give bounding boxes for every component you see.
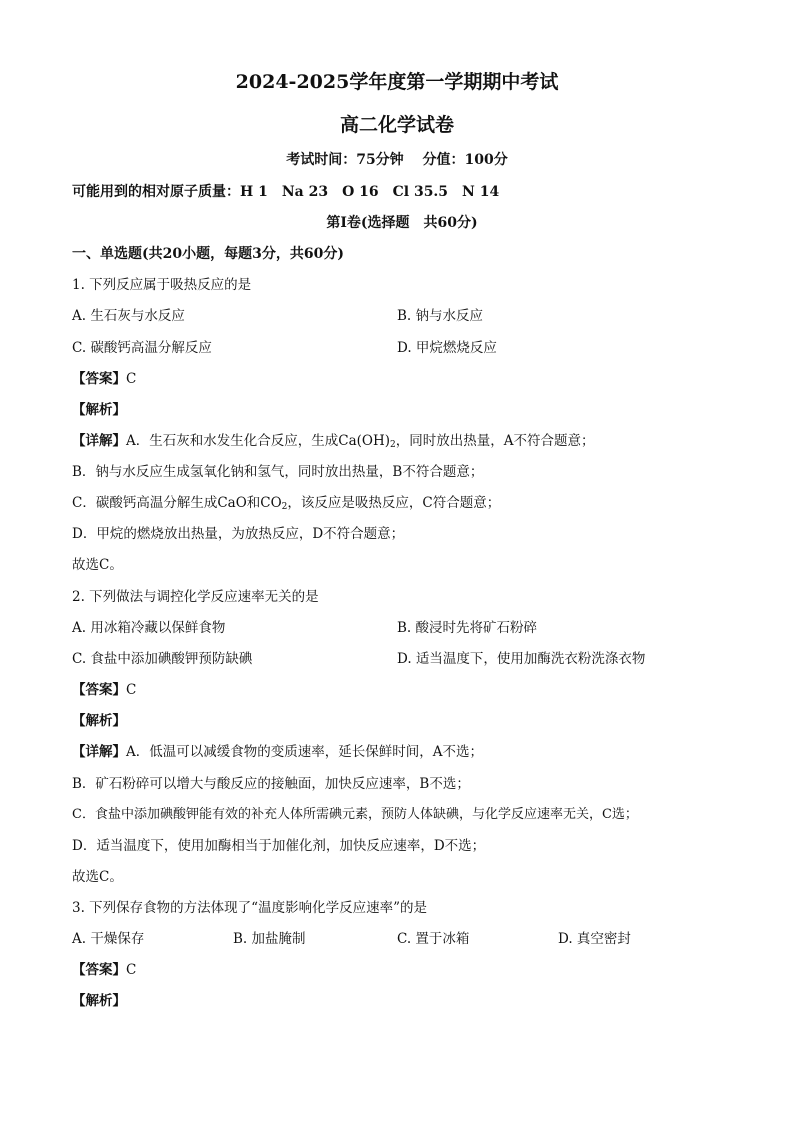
question-2-option-d: D. 适当温度下，使用加酶洗衣粉洗涤衣物 xyxy=(397,651,646,667)
answer-value: C xyxy=(126,962,137,978)
question-2-detail-b: B．矿石粉碎可以增大与酸反应的接触面，加快反应速率，B不选； xyxy=(72,776,470,792)
question-2-answer xyxy=(72,680,734,700)
section-heading: 一、单选题(共20小题，每题3分，共60分) xyxy=(72,246,344,262)
detail-text: A．低温可以减缓食物的变质速率，延长保鲜时间，A不选； xyxy=(126,744,483,760)
question-2-option-c: C. 食盐中添加碘酸钾预防缺碘 xyxy=(72,651,253,667)
question-1-answer xyxy=(72,369,734,389)
question-2-detail-a xyxy=(72,742,734,762)
question-1-option-b: B. 钠与水反应 xyxy=(397,308,484,324)
question-1-conclusion: 故选C。 xyxy=(72,557,123,573)
part-heading: 第Ⅰ卷(选择题 共60分) xyxy=(326,215,478,231)
question-3-analysis-tag: 【解析】 xyxy=(72,993,126,1009)
detail-text: ，该反应是吸热反应，C符合题意； xyxy=(287,495,501,511)
detail-text: C．碳酸钙高温分解生成CaO和CO xyxy=(72,495,282,511)
question-1-option-a: A. 生石灰与水反应 xyxy=(72,308,185,324)
exam-subtitle: 高二化学试卷 xyxy=(339,114,454,136)
question-2-detail-d: D．适当温度下，使用加酶相当于加催化剂，加快反应速率，D不选； xyxy=(72,838,486,854)
question-3-option-d: D. 真空密封 xyxy=(558,931,631,947)
question-2-analysis-tag: 【解析】 xyxy=(72,713,126,729)
atomic-mass-line: 可能用到的相对原子质量：H 1 Na 23 O 16 Cl 35.5 N 14 xyxy=(72,184,500,200)
question-1-stem: 1. 下列反应属于吸热反应的是 xyxy=(72,277,252,293)
question-1-option-c: C. 碳酸钙高温分解反应 xyxy=(72,340,212,356)
question-1-detail-b: B．钠与水反应生成氢氧化钠和氢气，同时放出热量，B不符合题意； xyxy=(72,464,484,480)
question-3-answer xyxy=(72,960,734,980)
answer-value: C xyxy=(126,682,137,698)
question-1-detail-a xyxy=(72,431,734,451)
question-3-option-a: A. 干燥保存 xyxy=(72,931,145,947)
question-1-detail-d: D．甲烷的燃烧放出热量，为放热反应，D不符合题意； xyxy=(72,526,405,542)
question-2-conclusion: 故选C。 xyxy=(72,869,123,885)
question-3-option-b: B. 加盐腌制 xyxy=(233,931,306,947)
detail-tag: 【详解】 xyxy=(72,433,126,449)
question-1-option-d: D. 甲烷燃烧反应 xyxy=(397,340,497,356)
exam-time-score: 考试时间：75分钟 分值：100分 xyxy=(286,152,508,168)
question-3-option-c: C. 置于冰箱 xyxy=(397,931,470,947)
subscript: 2 xyxy=(281,502,288,512)
question-3-stem: 3. 下列保存食物的方法体现了“温度影响化学反应速率”的是 xyxy=(72,900,427,916)
question-2-stem: 2. 下列做法与调控化学反应速率无关的是 xyxy=(72,589,319,605)
question-2-option-b: B. 酸浸时先将矿石粉碎 xyxy=(397,620,538,636)
subscript: 2 xyxy=(390,440,396,450)
answer-tag: 【答案】 xyxy=(72,371,126,387)
detail-text: A．生石灰和水发生化合反应，生成Ca(OH) xyxy=(126,433,391,449)
detail-text: ，同时放出热量，A不符合题意； xyxy=(395,433,595,449)
question-1-detail-c xyxy=(72,493,734,513)
question-2-detail-c: C．食盐中添加碘酸钾能有效的补充人体所需碘元素，预防人体缺碘，与化学反应速率无关，C选； xyxy=(72,807,638,822)
answer-tag: 【答案】 xyxy=(72,962,126,978)
answer-tag: 【答案】 xyxy=(72,682,126,698)
question-1-analysis-tag: 【解析】 xyxy=(72,402,126,418)
exam-title: 2024-2025学年度第一学期期中考试 xyxy=(235,71,559,93)
detail-tag: 【详解】 xyxy=(72,744,126,760)
question-2-option-a: A. 用冰箱冷藏以保鲜食物 xyxy=(72,620,226,636)
answer-value: C xyxy=(126,371,137,387)
